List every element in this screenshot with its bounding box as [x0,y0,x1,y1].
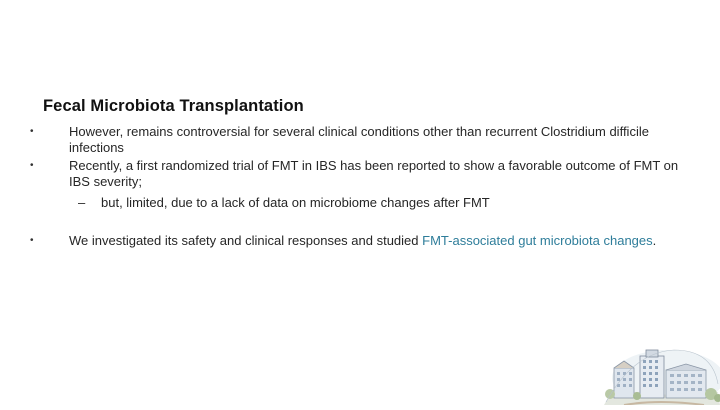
bullet-text-before: We investigated its safety and clinical responses and studied [69,232,423,248]
slide-title: Fecal Microbiota Transplantation [43,97,304,115]
bullet-item [30,158,690,211]
bullet-list [30,124,690,248]
bullet-item [30,233,690,249]
hospital-building-sketch-icon [604,344,720,405]
sub-bullet-marker: – [78,195,86,210]
bullet-text-after: . [652,232,657,248]
sub-bullet-text: but, limited, due to a lack of data on microbiome changes after FMT [101,195,490,210]
bullet-marker: • [30,126,34,137]
bullet-marker: • [30,160,34,171]
bullet-item [30,124,690,155]
sub-bullet-item [69,195,690,211]
bullet-text: Recently, a first randomized trial of FMT in IBS has been reported to show a favorable outcome of FMT on IBS severity; [69,158,679,189]
bullet-marker: • [30,234,34,246]
bullet-text: However, remains controversial for several clinical conditions other than recurrent Clostridium difficile infections [69,124,649,155]
highlighted-text: FMT-associated gut microbiota changes [422,232,653,248]
